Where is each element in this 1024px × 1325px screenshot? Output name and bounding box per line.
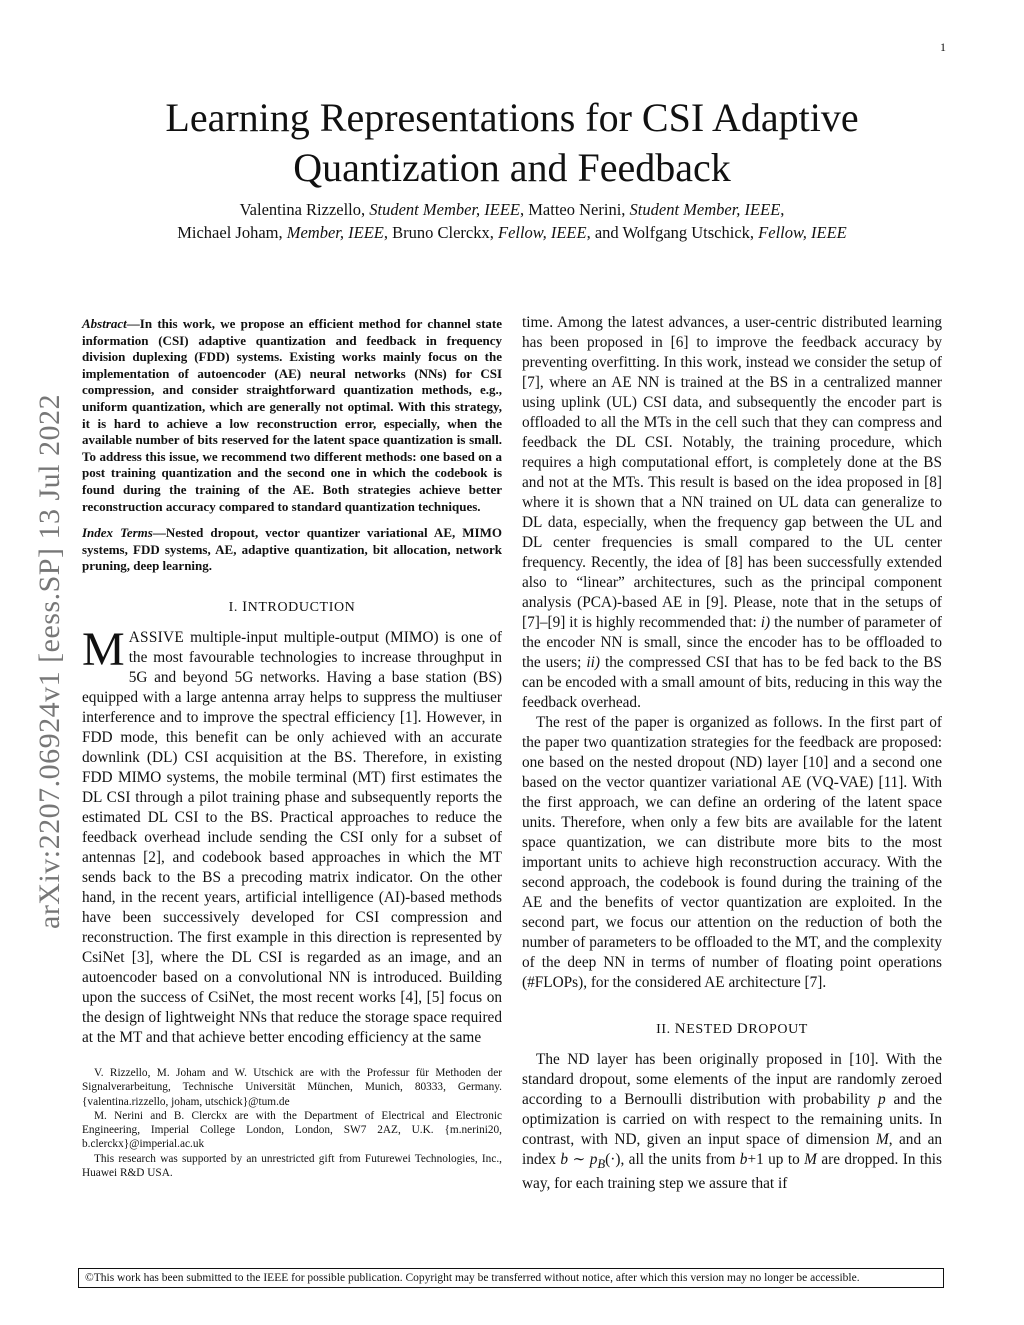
index-terms — [82, 525, 502, 575]
abstract-lead: Abstract — [82, 316, 127, 331]
author-role: Fellow, IEEE — [758, 223, 847, 242]
copyright-notice: ©This work has been submitted to the IEEE for possible publication. Copyright may be transferred without notice, after which this version may no longer be accessible. — [78, 1268, 944, 1288]
author-list: Valentina Rizzello, Student Member, IEEE, Matteo Nerini, Student Member, IEEE, Michael Joham, Member, IEEE, Bruno Clerckx, Fellow, IEEE, and Wolfgang Utschick, Fellow, IEEE — [177, 200, 847, 242]
index-terms-text: —Nested dropout, vector quantizer variational AE, MIMO systems, FDD systems, AE, adaptive quantization, bit allocation, network pruning, deep learning. — [82, 525, 502, 574]
footnotes — [82, 1066, 502, 1180]
section-heading-nested-dropout: II. NESTED DROPOUT — [656, 1021, 808, 1037]
paper-title: Learning Representations for CSI Adaptive Quantization and Feedback — [165, 95, 859, 190]
footnote: M. Nerini and B. Clerckx are with the Department of Electrical and Electronic Engineering, Imperial College London, London, SW7 2AZ, U.K. {m.nerini20, b.clerckx}@imperial.ac.uk — [82, 1109, 502, 1151]
author-name: Matteo Nerini — [528, 200, 622, 219]
abstract-text: —In this work, we propose an efficient method for channel state information (CSI) adaptive quantization and feedback in frequency division duplexing (FDD) systems. Existing works mainly focus on the implementation of autoencoder (AE) neural networks (NNs) for CSI compression, and consider straightforward quantization methods, e.g., uniform quantization, which are generally not optimal. With this strategy, it is hard to achieve a low reconstruction error, especially, when the available number of bits reserved for the latent space quantization is small. To address this issue, we recommend two different methods: one based on a post training quantization and the second one in which the codebook is found during the training of the AE. Both strategies achieve better reconstruction accuracy compared to standard quantization techniques. — [82, 316, 502, 514]
intro-paragraph: MASSIVE multiple-input multiple-output (MIMO) is one of the most favourable technologies to increase throughput in 5G and beyond 5G networks. Having a base station (BS) equipped with a large antenna array helps to suppress the multiuser interference and to improve the spectral efficiency [1]. However, in FDD mode, this benefit can be only achieved with an accurate downlink (DL) CSI acquisition at the BS. Therefore, in existing FDD MIMO systems, the mobile terminal (MT) first estimates the DL CSI through a pilot training phase and subsequently reports the estimated DL CSI to the BS. Practical approaches to reduce the feedback overhead include sending the CSI only for a subset of antennas [2], and codebook based approaches in which the MT sends back to the BS a precoding matrix indicator. On the other hand, in the recent years, artificial intelligence (AI)-based methods have been successively developed for CSI compression and reconstruction. The first example in this direction is represented by CsiNet [3], where the DL CSI is regarded as an image, and an autoencoder based on a convolutional NN is introduced. Building upon the success of CsiNet, the most recent works [4], [5] focus on the design of lightweight NNs that reduce the storage space required at the MT and that achieve better encoding efficiency at the same — [82, 622, 502, 1046]
right-column — [522, 313, 942, 1194]
author-name: Michael Joham — [177, 223, 279, 242]
intro-paragraph-organization: The rest of the paper is organized as follows. In the first part of the paper two quantization strategies for the feedback are proposed: one based on the nested dropout (ND) layer [10] and a second one based on the vector quantizer variational AE (VQ-VAE) [11]. With the first approach, we can define an ordering of the latent space units. Therefore, when only a few bits are available for the latent space quantization, we can distribute more bits to the most important units to achieve high reconstruction accuracy. With the second approach, the codebook is found during the training of the AE and the benefits of vector quantization are exploited. In the second part, we focus our attention on the reduction of both the number of parameters to be offloaded to the MT, and the complexity of the deep NN in terms of number of floating point operations (#FLOPs), for the considered AE architecture [7]. — [522, 714, 942, 991]
author-name: Valentina Rizzello — [239, 200, 362, 219]
author-name: Bruno Clerckx — [392, 223, 490, 242]
page-number: 1 — [940, 40, 946, 54]
author-role: Member, IEEE — [286, 223, 384, 242]
author-role: Student Member, IEEE — [369, 200, 521, 219]
intro-paragraph-continued: time. Among the latest advances, a user-centric distributed learning has been proposed in [6] to improve the feedback accuracy by preventing overfitting. In this work, instead we consider the setup of [7], where an AE NN is trained at the BS in a centralized manner using uplink (UL) CSI data, and subsequently the encoder part is offloaded to all the MTs in the cell such that they can compress and feedback the DL CSI. Notably, the training procedure, which requires a high computational effort, is completely done at the BS and not at the MTs. This result is based on the idea proposed in [8] where it is shown that a NN trained on UL data can generalize to DL data, especially, when the frequency gap between the UL and DL center frequencies is small compared to the UL center frequency. Recently, the idea of [8] has been successfully extended also to “linear” architectures, such as the principal component analysis (PCA)-based AE in [9]. Please, note that in the setups of [7]–[9] it is highly recommended that: i) the number of parameter of the encoder NN is small, since the encoder has to be offloaded to the users; ii) the compressed CSI that has to be fed back to the BS can be encoded with a small amount of bits, reducing in this way the feedback overhead. — [522, 314, 942, 711]
author-role: Fellow, IEEE — [497, 223, 587, 242]
section-heading-introduction: I. INTRODUCTION — [228, 598, 356, 615]
footnote: V. Rizzello, M. Joham and W. Utschick are with the Professur für Methoden der Signalverarbeitung, Technische Universität München, Munich, 80333, Germany. {valentina.rizzello, joham, utschick}@tum.de — [82, 1066, 502, 1108]
arxiv-identifier: arXiv:2207.06924v1 [eess.SP] 13 Jul 2022 — [33, 394, 66, 930]
left-column — [82, 316, 502, 1180]
author-name: Wolfgang Utschick — [622, 223, 750, 242]
footnote: This research was supported by an unrestricted gift from Futurewei Technologies, Inc., Huawei R&D USA. — [82, 1152, 502, 1179]
nested-dropout-paragraph: The ND layer has been originally proposed in [10]. With the standard dropout, some elements of the input are randomly zeroed according to a Bernoulli distribution with probability p and the optimization is carried on with respect to the remaining units. In contrast, with ND, given an input space of dimension M, and an index b ∼ $p_B(\cdot)$, all the units from b+1 up to M are dropped. In this way, for each training step we assure that if — [522, 1051, 943, 1193]
drop-cap: M — [82, 622, 125, 676]
index-terms-lead: Index Terms — [82, 525, 153, 541]
abstract — [82, 316, 502, 515]
author-role: Student Member, IEEE — [629, 200, 781, 219]
